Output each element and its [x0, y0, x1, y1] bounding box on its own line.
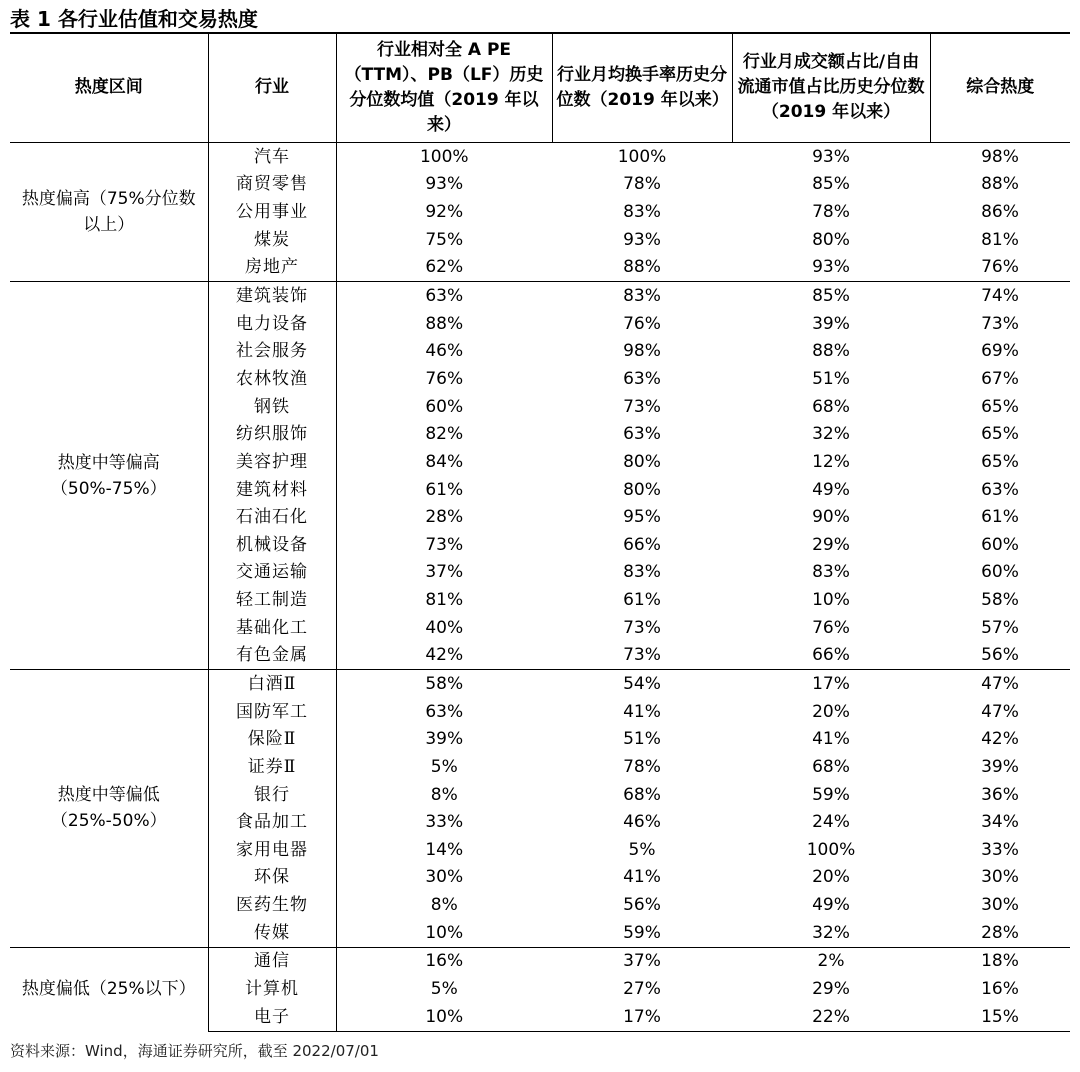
industry-cell: 社会服务	[208, 337, 336, 365]
valuation-cell: 5%	[430, 756, 458, 777]
volume-ratio-cell: 68%	[812, 756, 850, 777]
turnover-cell: 66%	[623, 534, 661, 555]
volume-ratio-cell: 76%	[812, 617, 850, 638]
volume-ratio-cell: 10%	[812, 590, 850, 611]
turnover-cell: 83%	[623, 562, 661, 583]
valuation-cell: 10%	[336, 1003, 552, 1031]
composite-heat-cell: 73%	[981, 313, 1019, 334]
industry-cell: 交通运输	[208, 559, 336, 587]
composite-heat-cell: 81%	[981, 229, 1019, 250]
header-composite-heat: 综合热度	[930, 33, 1070, 143]
composite-heat-cell: 74%	[930, 282, 1070, 310]
turnover-cell: 95%	[623, 507, 661, 528]
valuation-cell: 84%	[425, 451, 464, 472]
composite-heat-cell: 61%	[981, 507, 1019, 528]
turnover-cell: 37%	[552, 947, 732, 975]
industry-cell: 有色金属	[208, 642, 336, 670]
industry-cell: 基础化工	[208, 614, 336, 642]
industry-cell: 轻工制造	[208, 586, 336, 614]
turnover-cell: 17%	[552, 1003, 732, 1031]
valuation-cell: 75%	[425, 229, 464, 250]
volume-ratio-cell: 32%	[812, 922, 850, 943]
turnover-cell: 73%	[623, 617, 661, 638]
volume-ratio-cell: 93%	[732, 143, 930, 171]
volume-ratio-cell: 20%	[812, 867, 850, 888]
source-note: 资料来源：Wind，海通证券研究所，截至 2022/07/01	[10, 1042, 379, 1060]
valuation-cell: 61%	[425, 479, 464, 500]
turnover-cell: 46%	[623, 812, 661, 833]
industry-cell: 通信	[208, 947, 336, 975]
valuation-cell: 16%	[336, 947, 552, 975]
turnover-cell: 100%	[552, 143, 732, 171]
industry-cell: 电力设备	[208, 310, 336, 338]
composite-heat-cell: 86%	[981, 202, 1019, 223]
composite-heat-cell: 98%	[930, 143, 1070, 171]
valuation-cell: 39%	[425, 729, 464, 750]
industry-cell: 机械设备	[208, 531, 336, 559]
turnover-cell: 41%	[623, 867, 661, 888]
volume-ratio-cell: 78%	[812, 202, 850, 223]
turnover-cell: 83%	[552, 282, 732, 310]
composite-heat-cell: 47%	[930, 670, 1070, 698]
valuation-cell: 28%	[425, 507, 464, 528]
turnover-cell: 54%	[552, 670, 732, 698]
turnover-cell: 56%	[623, 895, 661, 916]
turnover-cell: 51%	[623, 729, 661, 750]
turnover-cell: 68%	[623, 784, 661, 805]
heat-zone-cell: 热度中等偏低（25%-50%）	[10, 670, 208, 947]
industry-cell: 农林牧渔	[208, 365, 336, 393]
volume-ratio-cell: 49%	[812, 479, 850, 500]
industry-heat-table	[10, 33, 1070, 1032]
industry-cell: 汽车	[208, 143, 336, 171]
header-turnover-percentile: 行业月均换手率历史分位数（2019 年以来）	[552, 33, 732, 143]
composite-heat-cell: 57%	[981, 617, 1019, 638]
turnover-cell: 76%	[623, 313, 661, 334]
turnover-cell: 88%	[623, 257, 661, 278]
industry-cell: 保险Ⅱ	[208, 725, 336, 753]
volume-ratio-cell: 83%	[812, 562, 850, 583]
table-row	[10, 143, 1070, 171]
composite-heat-cell: 65%	[981, 451, 1019, 472]
table-row	[10, 670, 1070, 698]
valuation-cell: 5%	[430, 979, 458, 1000]
composite-heat-cell: 58%	[981, 590, 1019, 611]
volume-ratio-cell: 59%	[812, 784, 850, 805]
volume-ratio-cell: 22%	[732, 1003, 930, 1031]
volume-ratio-cell: 80%	[812, 229, 850, 250]
header-industry: 行业	[208, 33, 336, 143]
composite-heat-cell: 15%	[930, 1003, 1070, 1031]
table-title: 表 1 各行业估值和交易热度	[10, 4, 1070, 34]
volume-ratio-cell: 88%	[812, 341, 850, 362]
valuation-cell: 82%	[425, 424, 464, 445]
heat-zone-cell: 热度偏低（25%以下）	[10, 947, 208, 1031]
turnover-cell: 59%	[623, 922, 661, 943]
composite-heat-cell: 69%	[981, 341, 1019, 362]
composite-heat-cell: 88%	[981, 174, 1019, 195]
composite-heat-cell: 60%	[981, 534, 1019, 555]
industry-cell: 房地产	[208, 254, 336, 282]
valuation-cell: 8%	[430, 784, 458, 805]
industry-cell: 纺织服饰	[208, 420, 336, 448]
valuation-cell: 14%	[425, 839, 464, 860]
turnover-cell: 80%	[623, 451, 661, 472]
valuation-cell: 73%	[425, 534, 464, 555]
header-heat-zone: 热度区间	[10, 33, 208, 143]
composite-heat-cell: 18%	[930, 947, 1070, 975]
volume-ratio-cell: 17%	[732, 670, 930, 698]
composite-heat-cell: 39%	[981, 756, 1019, 777]
composite-heat-cell: 63%	[981, 479, 1019, 500]
volume-ratio-cell: 29%	[812, 979, 850, 1000]
table-body	[10, 143, 1070, 1032]
composite-heat-cell: 67%	[981, 368, 1019, 389]
turnover-cell: 63%	[623, 424, 661, 445]
heat-zone-cell: 热度中等偏高（50%-75%）	[10, 282, 208, 670]
volume-ratio-cell: 2%	[732, 947, 930, 975]
table-row	[10, 947, 1070, 975]
volume-ratio-cell: 85%	[732, 282, 930, 310]
turnover-cell: 61%	[623, 590, 661, 611]
heat-zone-cell: 热度偏高（75%分位数以上）	[10, 143, 208, 282]
composite-heat-cell: 30%	[981, 867, 1019, 888]
volume-ratio-cell: 24%	[812, 812, 850, 833]
valuation-cell: 10%	[425, 922, 464, 943]
table-header	[10, 33, 1070, 143]
turnover-cell: 41%	[623, 701, 661, 722]
industry-cell: 银行	[208, 781, 336, 809]
industry-cell: 计算机	[208, 975, 336, 1003]
composite-heat-cell: 56%	[981, 645, 1019, 666]
volume-ratio-cell: 12%	[812, 451, 850, 472]
turnover-cell: 73%	[623, 645, 661, 666]
industry-cell: 食品加工	[208, 808, 336, 836]
volume-ratio-cell: 100%	[806, 839, 856, 860]
industry-cell: 环保	[208, 864, 336, 892]
valuation-cell: 76%	[425, 368, 464, 389]
valuation-cell: 30%	[425, 867, 464, 888]
turnover-cell: 78%	[623, 756, 661, 777]
volume-ratio-cell: 90%	[812, 507, 850, 528]
valuation-cell: 40%	[425, 617, 464, 638]
valuation-cell: 60%	[425, 396, 464, 417]
industry-cell: 电子	[208, 1003, 336, 1031]
volume-ratio-cell: 68%	[812, 396, 850, 417]
industry-cell: 建筑装饰	[208, 282, 336, 310]
turnover-cell: 73%	[623, 396, 661, 417]
composite-heat-cell: 65%	[981, 396, 1019, 417]
turnover-cell: 78%	[623, 174, 661, 195]
turnover-cell: 98%	[623, 341, 661, 362]
industry-cell: 钢铁	[208, 393, 336, 421]
composite-heat-cell: 16%	[981, 979, 1019, 1000]
volume-ratio-cell: 39%	[812, 313, 850, 334]
volume-ratio-cell: 66%	[812, 645, 850, 666]
valuation-cell: 42%	[425, 645, 464, 666]
industry-cell: 公用事业	[208, 198, 336, 226]
header-valuation-percentile: 行业相对全 A PE（TTM）、PB（LF）历史分位数均值（2019 年以来）	[336, 33, 552, 143]
header-volume-ratio-percentile: 行业月成交额占比/自由流通市值占比历史分位数（2019 年以来）	[732, 33, 930, 143]
table-row	[10, 282, 1070, 310]
composite-heat-cell: 34%	[981, 812, 1019, 833]
industry-cell: 证券Ⅱ	[208, 753, 336, 781]
turnover-cell: 83%	[623, 202, 661, 223]
valuation-cell: 62%	[425, 257, 464, 278]
valuation-cell: 88%	[425, 313, 464, 334]
valuation-cell: 63%	[336, 282, 552, 310]
composite-heat-cell: 76%	[981, 257, 1019, 278]
turnover-cell: 5%	[628, 839, 656, 860]
header-row	[10, 33, 1070, 143]
volume-ratio-cell: 29%	[812, 534, 850, 555]
volume-ratio-cell: 32%	[812, 424, 850, 445]
industry-cell: 商贸零售	[208, 171, 336, 199]
valuation-cell: 33%	[425, 812, 464, 833]
industry-cell: 传媒	[208, 919, 336, 947]
turnover-cell: 80%	[623, 479, 661, 500]
industry-cell: 美容护理	[208, 448, 336, 476]
valuation-cell: 63%	[425, 701, 464, 722]
composite-heat-cell: 47%	[981, 701, 1019, 722]
turnover-cell: 27%	[623, 979, 661, 1000]
valuation-cell: 81%	[425, 590, 464, 611]
volume-ratio-cell: 93%	[812, 257, 850, 278]
composite-heat-cell: 30%	[981, 895, 1019, 916]
volume-ratio-cell: 85%	[812, 174, 850, 195]
volume-ratio-cell: 41%	[812, 729, 850, 750]
composite-heat-cell: 36%	[981, 784, 1019, 805]
valuation-cell: 8%	[430, 895, 458, 916]
composite-heat-cell: 65%	[981, 424, 1019, 445]
valuation-cell: 37%	[425, 562, 464, 583]
volume-ratio-cell: 49%	[812, 895, 850, 916]
industry-cell: 白酒Ⅱ	[208, 670, 336, 698]
composite-heat-cell: 33%	[981, 839, 1019, 860]
industry-cell: 煤炭	[208, 226, 336, 254]
turnover-cell: 93%	[623, 229, 661, 250]
industry-cell: 家用电器	[208, 836, 336, 864]
valuation-cell: 58%	[336, 670, 552, 698]
industry-cell: 建筑材料	[208, 476, 336, 504]
composite-heat-cell: 42%	[981, 729, 1019, 750]
volume-ratio-cell: 51%	[812, 368, 850, 389]
composite-heat-cell: 60%	[981, 562, 1019, 583]
volume-ratio-cell: 20%	[812, 701, 850, 722]
turnover-cell: 63%	[623, 368, 661, 389]
composite-heat-cell: 28%	[981, 922, 1019, 943]
valuation-cell: 46%	[425, 341, 464, 362]
valuation-cell: 92%	[425, 202, 464, 223]
industry-cell: 医药生物	[208, 891, 336, 919]
valuation-cell: 93%	[425, 174, 464, 195]
industry-cell: 石油石化	[208, 503, 336, 531]
valuation-cell: 100%	[336, 143, 552, 171]
industry-cell: 国防军工	[208, 698, 336, 726]
